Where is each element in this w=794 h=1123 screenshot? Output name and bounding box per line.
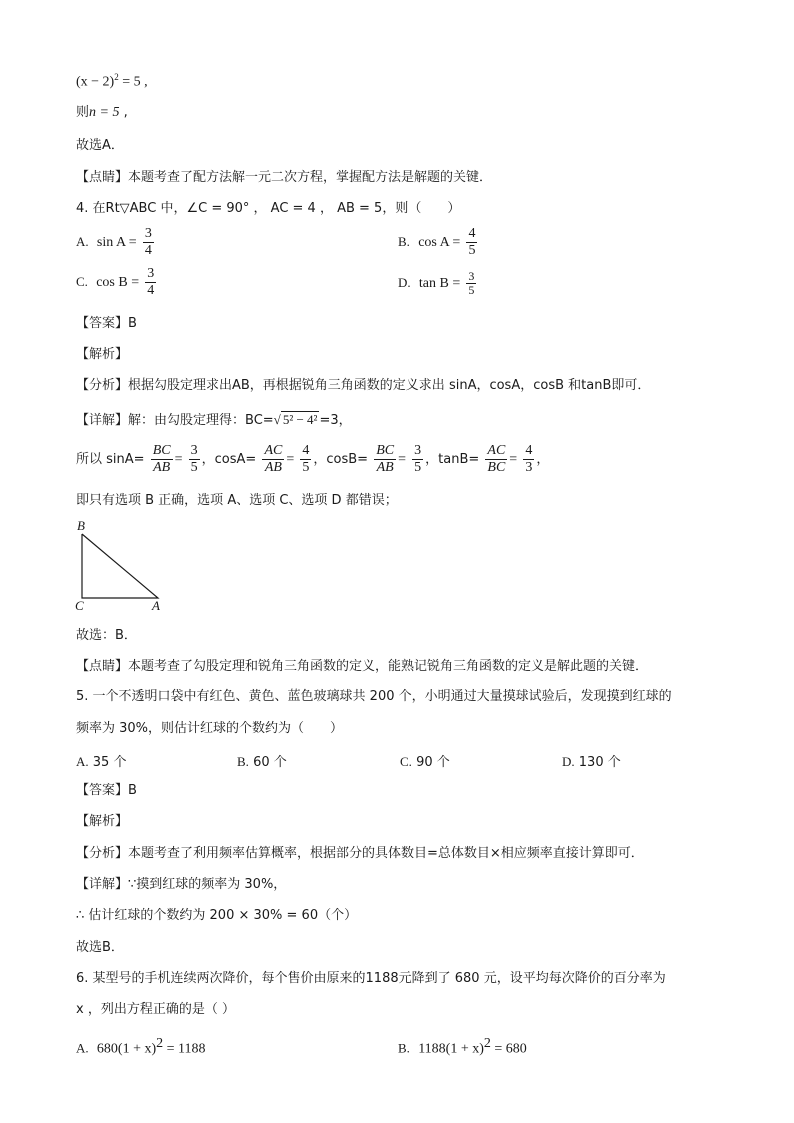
vertex-b-label: B — [77, 518, 85, 533]
option-6b: B. $1188(1 + x)^2 = 680$ — [398, 1036, 527, 1057]
vertex-c-label: C — [75, 598, 84, 613]
option-5b: B. 60 个 — [237, 754, 287, 770]
analysis-4: 【解析】 — [76, 347, 129, 362]
choice-5: 故选B． — [76, 940, 124, 955]
solution-5: 【详解】∵摸到红球的频率为 30%， — [76, 877, 287, 892]
trig-values: 所以 sinA= $\frac{BC}{AB}$ = $\frac{3}{5}$ ，cosA= $\frac{AC}{AB}$ = $\frac{4}{5}$ ，cosB= $\frac{BC}{AB}$ = $\frac{3}{5}$ ，tanB= $\frac{AC}{BC}$ = $\frac{4}{3}$ ， — [76, 443, 550, 475]
question-6-line1: 6. 某型号的手机连续两次降价，每个售价由原来的1188元降到了 680 元，设平均每次降价的百分率为 — [76, 971, 666, 986]
question-5-line1: 5. 一个不透明口袋中有红色、黄色、蓝色玻璃球共 200 个，小明通过大量摸球试验后，发现摸到红球的 — [76, 689, 672, 704]
option-6a: A. $680(1 + x)^2 = 1188$ — [76, 1036, 206, 1057]
result-line: 则n = 5 , — [76, 105, 128, 120]
option-5d: D. 130 个 — [562, 754, 621, 770]
option-5c: C. 90 个 — [400, 754, 450, 770]
equation-line: $(x - 2)^2 = 5$ , — [76, 72, 148, 90]
analysis-detail-5: 【分析】本题考查了利用频率估算概率，根据部分的具体数目=总体数目×相应频率直接计算即可． — [76, 846, 644, 861]
option-b: B. cos A = $\frac{4}{5}$ — [398, 226, 476, 258]
conclusion-4: 即只有选项 B 正确，选项 A、选项 C、选项 D 都错误； — [76, 493, 398, 508]
question-6-line2: x ，列出方程正确的是（ ） — [76, 1002, 235, 1017]
triangle-diagram — [70, 518, 170, 614]
answer-4: 【答案】B — [76, 316, 137, 331]
analysis-5: 【解析】 — [76, 814, 129, 829]
choice-4: 故选：B． — [76, 628, 137, 643]
comment-line: 【点睛】本题考查了配方法解一元二次方程，掌握配方法是解题的关键． — [76, 170, 493, 185]
calculation-5: ∴ 估计红球的个数约为 200 × 30% = 60（个） — [76, 908, 358, 923]
question-5-line2: 频率为 30%，则估计红球的个数约为（ ） — [76, 721, 344, 736]
solution-4: 【详解】解：由勾股定理得：BC=√ 5² − 4² =3， — [76, 412, 352, 428]
vertex-a-label: A — [152, 598, 160, 613]
option-d: D. tan B = $\frac{3}{5}$ — [398, 269, 475, 297]
comment-4: 【点睛】本题考查了勾股定理和锐角三角函数的定义，能熟记锐角三角函数的定义是解此题的关键． — [76, 659, 649, 674]
option-a: A. sin A = $\frac{3}{4}$ — [76, 226, 152, 258]
answer-5: 【答案】B — [76, 783, 137, 798]
question-4: 4. 在Rt▽ABC 中，∠C = 90° ， AC = 4 ， AB = 5，则（ ） — [76, 201, 461, 216]
option-c: C. cos B = $\frac{3}{4}$ — [76, 266, 155, 298]
option-5a: A. 35 个 — [76, 754, 127, 770]
choice-line: 故选A． — [76, 138, 124, 153]
analysis-detail-4: 【分析】根据勾股定理求出AB，再根据锐角三角函数的定义求出 sinA，cosA，cosB 和tanB即可． — [76, 378, 651, 393]
